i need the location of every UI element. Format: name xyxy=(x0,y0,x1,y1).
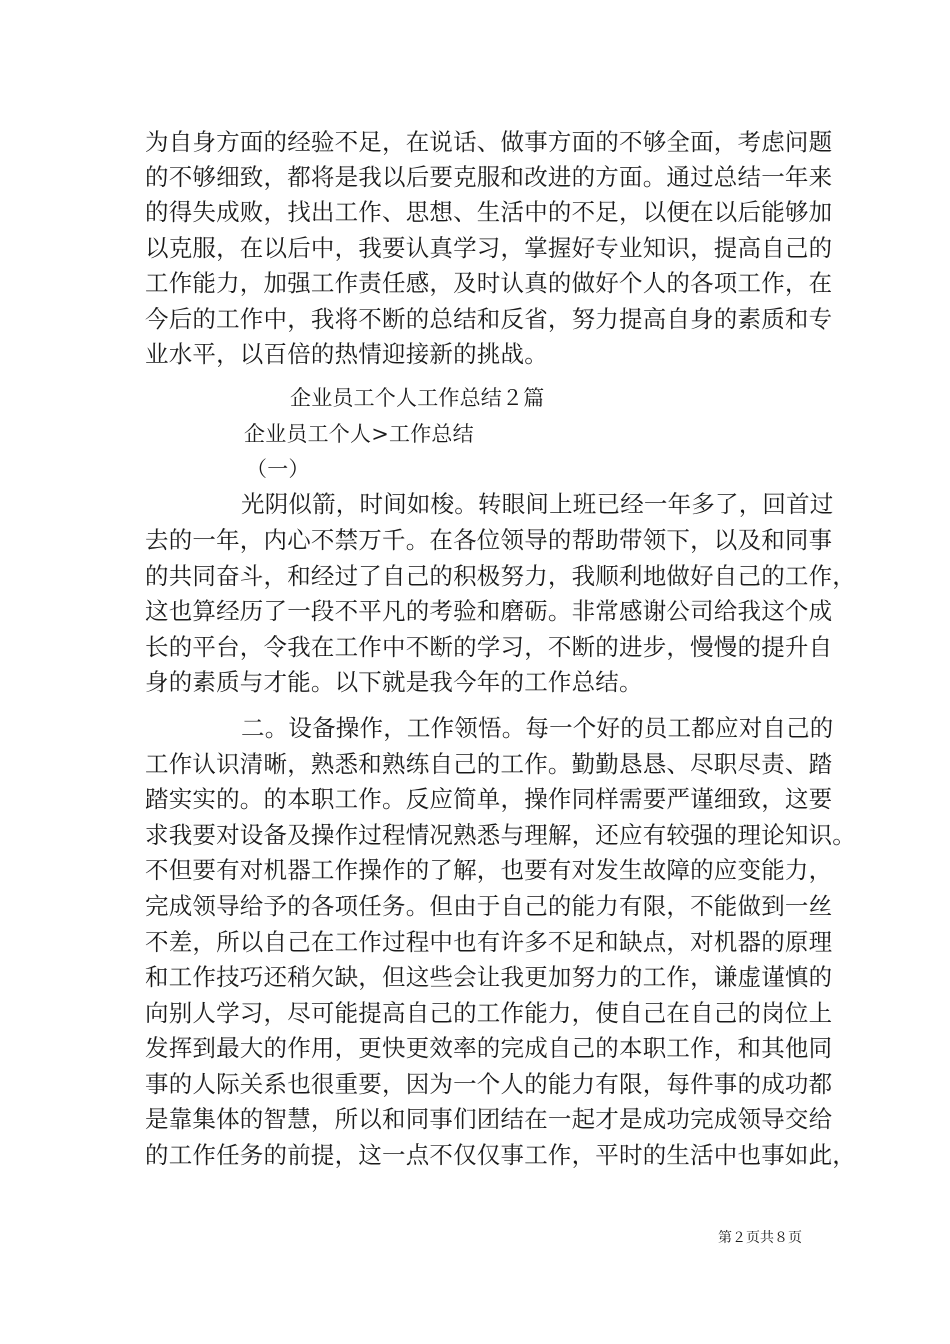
paragraph-line: 去的一年，内心不禁万千。在各位领导的帮助带领下，以及和同事 xyxy=(145,526,833,554)
paragraph-line: 踏实实的。的本职工作。反应简单，操作同样需要严谨细致，这要 xyxy=(145,785,833,813)
paragraph-line: 和工作技巧还稍欠缺，但这些会让我更加努力的工作，谦虚谨慎的 xyxy=(145,963,833,991)
paragraph-line: 这也算经历了一段不平凡的考验和磨砺。非常感谢公司给我这个成 xyxy=(145,597,833,625)
paragraph-line: 工作认识清晰，熟悉和熟练自己的工作。勤勤恳恳、尽职尽责、踏 xyxy=(145,750,833,778)
paragraph-line: 是靠集体的智慧，所以和同事们团结在一起才是成功完成领导交给 xyxy=(145,1105,833,1133)
paragraph-line: 的得失成败，找出工作、思想、生活中的不足，以便在以后能够加 xyxy=(145,198,833,226)
section-subtitle: 企业员工个人>工作总结 xyxy=(244,422,474,446)
paragraph-line: 的共同奋斗，和经过了自己的积极努力，我顺利地做好自己的工作， xyxy=(145,562,856,590)
paragraph-line: 业水平，以百倍的热情迎接新的挑战。 xyxy=(145,340,548,368)
section-number: （一） xyxy=(246,457,310,481)
paragraph-line: 向别人学习，尽可能提高自己的工作能力，使自己在自己的岗位上 xyxy=(145,999,833,1027)
paragraph-line: 的不够细致，都将是我以后要克服和改进的方面。通过总结一年来 xyxy=(145,163,833,191)
paragraph-line: 不但要有对机器工作操作的了解，也要有对发生故障的应变能力， xyxy=(145,856,833,884)
paragraph-line: 不差，所以自己在工作过程中也有许多不足和缺点，对机器的原理 xyxy=(145,928,833,956)
paragraph-line: 完成领导给予的各项任务。但由于自己的能力有限，不能做到一丝 xyxy=(145,892,833,920)
paragraph-line: 发挥到最大的作用，更快更效率的完成自己的本职工作，和其他同 xyxy=(145,1034,833,1062)
paragraph-line: 身的素质与才能。以下就是我今年的工作总结。 xyxy=(145,668,643,696)
paragraph-line: 为自身方面的经验不足，在说话、做事方面的不够全面，考虑问题 xyxy=(145,128,833,156)
paragraph-line: 求我要对设备及操作过程情况熟悉与理解，还应有较强的理论知识。 xyxy=(145,821,856,849)
paragraph-line: 工作能力，加强工作责任感，及时认真的做好个人的各项工作，在 xyxy=(145,269,833,297)
paragraph-line: 长的平台，令我在工作中不断的学习，不断的进步，慢慢的提升自 xyxy=(145,633,833,661)
page-number: 第２页共８页 xyxy=(718,1230,802,1246)
paragraph-line: 光阴似箭，时间如梭。转眼间上班已经一年多了，回首过 xyxy=(241,490,834,518)
paragraph-line: 的工作任务的前提，这一点不仅仅事工作，平时的生活中也事如此， xyxy=(145,1141,856,1169)
paragraph-line: 以克服，在以后中，我要认真学习，掌握好专业知识，提高自己的 xyxy=(145,234,833,262)
paragraph-line: 今后的工作中，我将不断的总结和反省，努力提高自身的素质和专 xyxy=(145,305,833,333)
paragraph-line: 二。设备操作，工作领悟。每一个好的员工都应对自己的 xyxy=(241,714,834,742)
paragraph-line: 事的人际关系也很重要，因为一个人的能力有限，每件事的成功都 xyxy=(145,1070,833,1098)
section-title: 企业员工个人工作总结２篇 xyxy=(290,386,545,410)
